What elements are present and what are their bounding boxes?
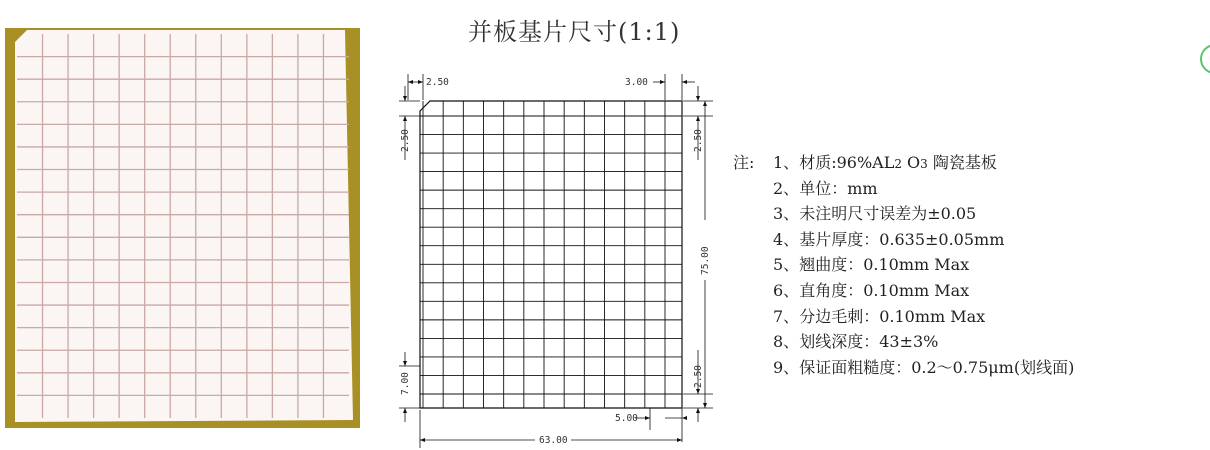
note-item-5: 5、翘曲度：0.10mm Max	[773, 255, 970, 275]
note-item-2: 2、单位：mm	[773, 178, 878, 198]
dim-right-height: 75.00	[700, 246, 711, 275]
ceramic-substrate	[15, 30, 353, 422]
dimension-drawing	[395, 70, 715, 450]
dim-top-left: 2.50	[426, 77, 449, 88]
notes-label: 注:	[733, 153, 755, 172]
page-title: 并板基片尺寸(1:1)	[468, 18, 681, 46]
dim-top-right: 3.00	[625, 77, 648, 88]
note-item-8: 8、划线深度：43±3%	[773, 332, 939, 352]
dim-bottom-width: 63.00	[539, 435, 568, 446]
drawing-grid	[420, 101, 682, 408]
dim-bottom-right: 5.00	[615, 413, 638, 424]
dim-right-top: 2.50	[693, 129, 704, 152]
substrate-photo-graphic	[5, 28, 360, 428]
spec-notes	[733, 150, 1203, 380]
note-item-3: 3、未注明尺寸误差为±0.05	[773, 204, 977, 224]
dim-left-bottom: 7.00	[400, 372, 411, 395]
note-item-4: 4、基片厚度：0.635±0.05mm	[773, 229, 1005, 249]
note-item-6: 6、直角度：0.10mm Max	[773, 280, 970, 300]
note-item-7: 7、分边毛刺：0.10mm Max	[773, 306, 986, 326]
substrate-photo	[5, 28, 360, 428]
dim-right-bottom: 2.50	[693, 365, 704, 388]
note-item-1: 注: 1、材质:96%AL2 O3 陶瓷基板	[733, 150, 1203, 176]
circle-badge-icon	[1200, 44, 1210, 74]
dimension-lines	[399, 74, 713, 448]
dim-left-top: 2.50	[400, 129, 411, 152]
substrate-outline	[420, 101, 682, 408]
note-item-9: 9、保证面粗糙度：0.2～0.75μm(划线面)	[773, 357, 1075, 377]
